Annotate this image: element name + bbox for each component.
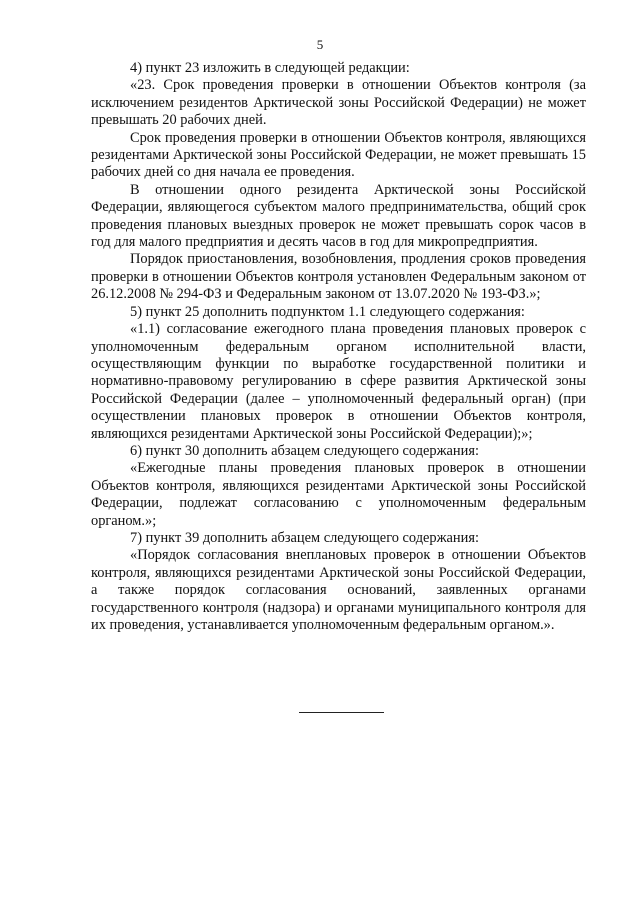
paragraph-clause-23: «23. Срок проведения проверки в отношении Объектов контроля (за исключением резидентов Арктической зоны Российской Федерации) не может превышать 20 рабочих дней. (91, 77, 586, 129)
paragraph-arctic-residents-term: Срок проведения проверки в отношении Объектов контроля, являющихся резидентами Арктической зоны Российской Федерации, не может превышать 15 рабочих дней со дня начала ее проведения. (91, 129, 586, 181)
paragraph-amendment-7-intro: 7) пункт 39 дополнить абзацем следующего содержания: (130, 529, 479, 546)
paragraph-amendment-6-intro: 6) пункт 30 дополнить абзацем следующего содержания: (130, 442, 479, 459)
paragraph-annual-plans: «Ежегодные планы проведения плановых проверок в отношении Объектов контроля, являющихся резидентами Арктической зоны Российской Федерации, подлежат согласованию с уполномоченным федеральным органом.»; (91, 460, 586, 529)
paragraph-amendment-4-intro: 4) пункт 23 изложить в следующей редакции: (130, 60, 410, 76)
paragraph-subclause-1-1: «1.1) согласование ежегодного плана проведения плановых проверок с уполномоченным федеральным органом исполнительной власти, осуществляющим функции по выработке государственной политики и нормативно-правовому регулированию в сфере развития Арктической зоны Российской Федерации (далее – уполномоченный федеральный орган) (при осуществлении плановых проверок в отношении Объектов контроля, являющихся резидентами Арктической зоны Российской Федерации);»; (91, 321, 586, 442)
paragraph-small-business-term: В отношении одного резидента Арктической зоны Российской Федерации, являющегося субъектом малого предпринимательства, общий срок проведения плановых выездных проверок не может превышать сорок часов в год для малого предприятия и десять часов в год для микропредприятия. (91, 181, 586, 251)
page-number: 5 (316, 37, 324, 52)
paragraph-amendment-5-intro: 5) пункт 25 дополнить подпунктом 1.1 следующего содержания: (130, 303, 525, 320)
document-body (91, 60, 586, 634)
paragraph-suspension-procedure: Порядок приостановления, возобновления, продления сроков проведения проверки в отношении Объектов контроля установлен Федеральным законом от 26.12.2008 № 294-ФЗ и Федеральным законом от 13.07.2020 № 193-ФЗ.»; (91, 251, 586, 303)
paragraph-unscheduled-inspections: «Порядок согласования внеплановых проверок в отношении Объектов контроля, являющихся резидентами Арктической зоны Российской Федерации, а также порядок согласования оснований, заявленных органами государственного контроля (надзора) и органами муниципального контроля для их проведения, устанавливается уполномоченным федеральным органом.». (91, 547, 586, 633)
end-of-document-line (299, 712, 384, 713)
